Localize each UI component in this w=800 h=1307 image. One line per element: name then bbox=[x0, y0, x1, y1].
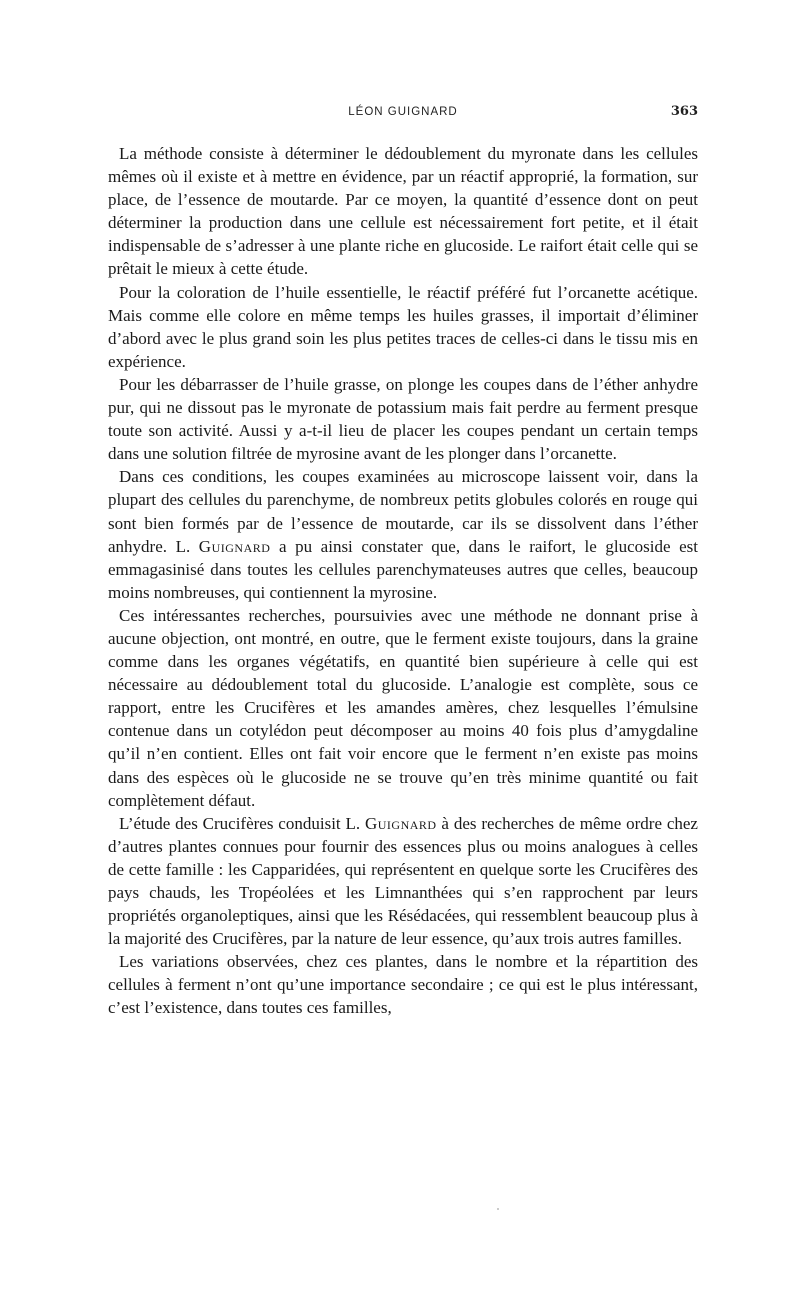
paragraph bbox=[108, 950, 698, 1019]
text-run: à des recherches de même ordre chez d’autres plantes connues pour fournir des essences plus ou moins analogues à celles de cette famille : les Capparidées, qui représentent en quelque sorte les Crucifères des pays chauds, les Tropéolées et les Limnanthées qui s’en rapprochent par leurs propriétés organoleptiques, ainsi que les Résédacées, qui ressemblent beaucoup plus à la majorité des Crucifères, par la nature de leur essence, qu’aux trois autres familles. bbox=[108, 813, 698, 949]
page-number: 363 bbox=[670, 104, 698, 119]
body-text bbox=[108, 142, 698, 1020]
text-run: La méthode consiste à déterminer le dédoublement du myronate dans les cellules mêmes où il existe et à mettre en évidence, par un réactif approprié, la formation, sur place, de l’essence de moutarde. Par ce moyen, la quantité d’essence dont on peut déterminer la production dans une cellule est nécessairement fort petite, et il était indispensable de s’adresser à une plante riche en glucoside. Le raifort était celle qui se prêtait le mieux à cette étude. bbox=[108, 144, 698, 279]
paragraph bbox=[108, 812, 698, 951]
paragraph bbox=[108, 604, 698, 812]
author-name: Guignard bbox=[198, 536, 271, 556]
text-run: Dans ces conditions, les coupes examinées au microscope laissent voir, dans la plupart des cellules du parenchyme, de nombreux petits globules colorés en rouge qui sont bien formés par de l’essence de moutarde, car ils se dissolvent dans l’éther anhydre. L. bbox=[108, 467, 698, 556]
text-run: Pour les débarrasser de l’huile grasse, on plonge les coupes dans de l’éther anhydre pur, qui ne dissout pas le myronate de potassium mais fait perdre au ferment presque toute son activité. Aussi y a-t-il lieu de placer les coupes pendant un certain temps dans une solution filtrée de myrosine avant de les plonger dans l’orcanette. bbox=[108, 374, 698, 464]
text-run: Les variations observées, chez ces plantes, dans le nombre et la répartition des cellules à ferment n’ont qu’une importance secondaire ; ce qui est le plus intéressant, c’est l’existence, dans toutes ces familles, bbox=[108, 952, 698, 1018]
paragraph bbox=[108, 142, 698, 281]
paper-speck bbox=[497, 1208, 499, 1210]
text-run: Ces intéressantes recherches, poursuivies avec une méthode ne donnant prise à aucune objection, ont montré, en outre, que le ferment existe toujours, dans la graine comme dans les organes végétatifs, en quantité bien supérieure à celle qui est nécessaire au dédoublement total du glucoside. L’analogie est complète, sous ce rapport, entre les Crucifères et les amandes amères, chez lesquelles l’émulsine contenue dans un cotylédon peut décomposer au moins 40 fois plus d’amygdaline qu’il n’en contient. Elles ont fait voir encore que le ferment n’en existe pas moins dans des espèces où le glucoside ne se trouve qu’en très minime quantité ou fait complètement défaut. bbox=[108, 605, 698, 810]
running-head bbox=[108, 104, 698, 124]
author-name: Guignard bbox=[364, 813, 437, 833]
running-title: LÉON GUIGNARD bbox=[348, 106, 458, 118]
text-run: Pour la coloration de l’huile essentielle, le réactif préféré fut l’orcanette acétique. Mais comme elle colore en même temps les huiles grasses, il importait d’éliminer d’abord avec le plus grand soin les plus petites traces de celles-ci dans le tissu mis en expérience. bbox=[108, 282, 698, 371]
paragraph bbox=[108, 373, 698, 465]
text-run: L’étude des Crucifères conduisit L. bbox=[119, 813, 365, 833]
paragraph bbox=[108, 465, 698, 604]
paragraph bbox=[108, 281, 698, 373]
text-run: a pu ainsi constater que, dans le raifort, le glucoside est emmagasinisé dans toutes les cellules parenchymateuses autres que celles, beaucoup moins nombreuses, qui contiennent la myrosine. bbox=[108, 536, 698, 602]
